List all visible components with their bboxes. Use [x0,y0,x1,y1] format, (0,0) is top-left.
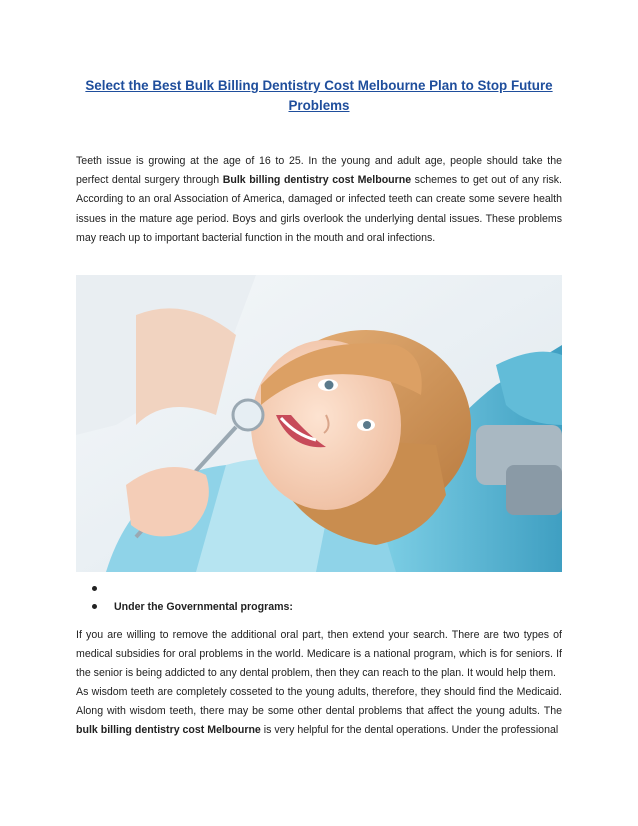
medicare-paragraph: If you are willing to remove the additional oral part, then extend your search. There are two types of medical subsidies for oral problems in the world. Medicare is a national program, which is for seniors. If the senior is being addicted to any dental problem, then they can reach to the plan. It would help them. [76,629,562,680]
bullet-item-programs [76,598,562,616]
intro-text-start: Teeth issue is growing at the age of 16 to 25. In the young and adult age, people should take the perfect dental surgery through [76,155,562,187]
bullet-programs-label: Under the Governmental programs: [114,601,293,613]
intro-text-end: schemes to get out of any risk. According to an oral Association of America, damaged or infected teeth can create some severe health issues in the mature age period. Boys and girls overlook the underlying dental issues. These problems may reach up to important bacterial function in the mouth and oral infections. [76,174,562,244]
bullet-list [76,580,562,616]
wisdom-teeth-paragraph [76,683,562,741]
intro-paragraph [76,152,562,248]
bullet-dot-icon [92,586,97,591]
bullet-dot-icon [92,604,97,609]
document-title: Select the Best Bulk Billing Dentistry Cost Melbourne Plan to Stop Future Problems [85,78,553,113]
intro-keyword: Bulk billing dentistry cost Melbourne [222,174,412,187]
para3-text-end: is very helpful for the dental operations. Under the professional [260,724,559,737]
bullet-item-empty [76,580,562,598]
para3-text-start: As wisdom teeth are completely cosseted to the young adults, therefore, they should find the Medicaid. Along with wisdom teeth, there may be some other dental problems that affect the young adults. The [76,686,562,718]
para3-keyword: bulk billing dentistry cost Melbourne [76,724,261,737]
dental-photo [76,275,562,572]
